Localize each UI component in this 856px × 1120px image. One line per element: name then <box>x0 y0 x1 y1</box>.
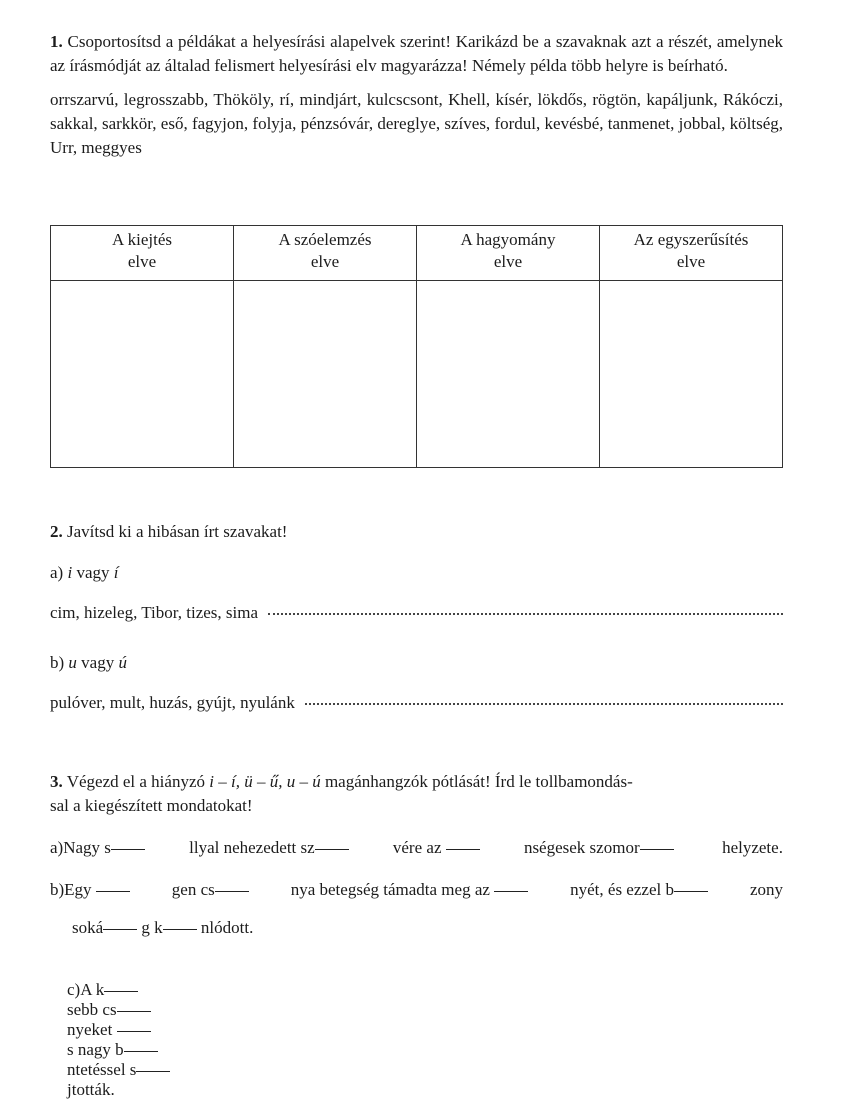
blank[interactable] <box>117 1030 151 1032</box>
task2a-answer-line[interactable] <box>268 612 783 615</box>
header-tradition: A hagyomány elve <box>417 226 600 281</box>
task2-instruction-text: Javítsd ki a hibásan írt szavakat! <box>67 522 288 541</box>
task2-instruction <box>50 522 287 542</box>
task2a-words: cim, hizeleg, Tibor, tizes, sima <box>50 603 259 622</box>
answer-cell-simplification[interactable] <box>600 281 783 468</box>
blank[interactable] <box>446 848 480 850</box>
sentence-c: c) A k sebb cs nyeket s nagy b ntetéssel s jtották. <box>50 960 170 1120</box>
blank[interactable] <box>215 890 249 892</box>
blank[interactable] <box>640 848 674 850</box>
header-pronunciation: A kiejtés elve <box>51 226 234 281</box>
header-morphology: A szóelemzés elve <box>234 226 417 281</box>
task2b-label: b) u vagy ú <box>50 653 127 672</box>
blank[interactable] <box>111 848 145 850</box>
header-simplification: Az egyszerűsítés elve <box>600 226 783 281</box>
sentence-b-line1: b) Egy gen cs nya betegség támadta meg az nyét, és ezzel b zony <box>50 880 783 899</box>
vowel-pairs: i – í, ü – ű, u – ú <box>209 772 321 791</box>
blank[interactable] <box>117 1010 151 1012</box>
sentence-b-line2: soká g k nlódott. <box>72 918 254 937</box>
answer-cell-tradition[interactable] <box>417 281 600 468</box>
task3-number: 3. <box>50 772 63 791</box>
task2a-row <box>50 603 783 623</box>
blank[interactable] <box>124 1050 158 1052</box>
blank[interactable] <box>104 990 138 992</box>
answer-cell-pronunciation[interactable] <box>51 281 234 468</box>
task1 <box>50 30 783 160</box>
blank[interactable] <box>494 890 528 892</box>
blank[interactable] <box>103 928 137 930</box>
blank[interactable] <box>315 848 349 850</box>
table-header-row <box>51 226 783 281</box>
task1-instruction <box>50 30 783 78</box>
task2b-answer-line[interactable] <box>305 702 783 705</box>
blank[interactable] <box>163 928 197 930</box>
task2a-label: a) i vagy í <box>50 563 119 582</box>
task1-number: 1. <box>50 32 63 51</box>
blank[interactable] <box>136 1070 170 1072</box>
blank[interactable] <box>96 890 130 892</box>
table-answer-row <box>51 281 783 468</box>
blank[interactable] <box>674 890 708 892</box>
task1-word-list: orrszarvú, legrosszabb, Thököly, rí, mindjárt, kulcscsont, Khell, kísér, lökdős, rögtön, kapáljunk, Rákóczi, sakkal, sarkkör, eső, fagyjon, folyja, pénzsóvár, dereglye, szíves, fordul, kevésbé, tanmenet, jobbal, költség, Urr, meggyes <box>50 90 783 157</box>
principles-table <box>50 225 783 468</box>
task2b-words: pulóver, mult, huzás, gyújt, nyulánk <box>50 693 295 712</box>
task3-instruction: 3. Végezd el a hiányzó i – í, ü – ű, u – ú magánhangzók pótlását! Írd le tollbamondás- sal a kiegészített mondatokat! <box>50 772 633 815</box>
task2b-row <box>50 693 783 713</box>
sentence-a: a) Nagy s llyal nehezedett sz vére az nségesek szomor helyzete. <box>50 838 783 857</box>
answer-cell-morphology[interactable] <box>234 281 417 468</box>
task1-instruction-text: Csoportosítsd a példákat a helyesírási alapelvek szerint! Karikázd be a szavaknak azt a részét, amelynek az írásmódját az általad felismert helyesírási elv magyarázza! Némely példa több helyre is beírható. <box>50 32 783 75</box>
task2-number: 2. <box>50 522 63 541</box>
